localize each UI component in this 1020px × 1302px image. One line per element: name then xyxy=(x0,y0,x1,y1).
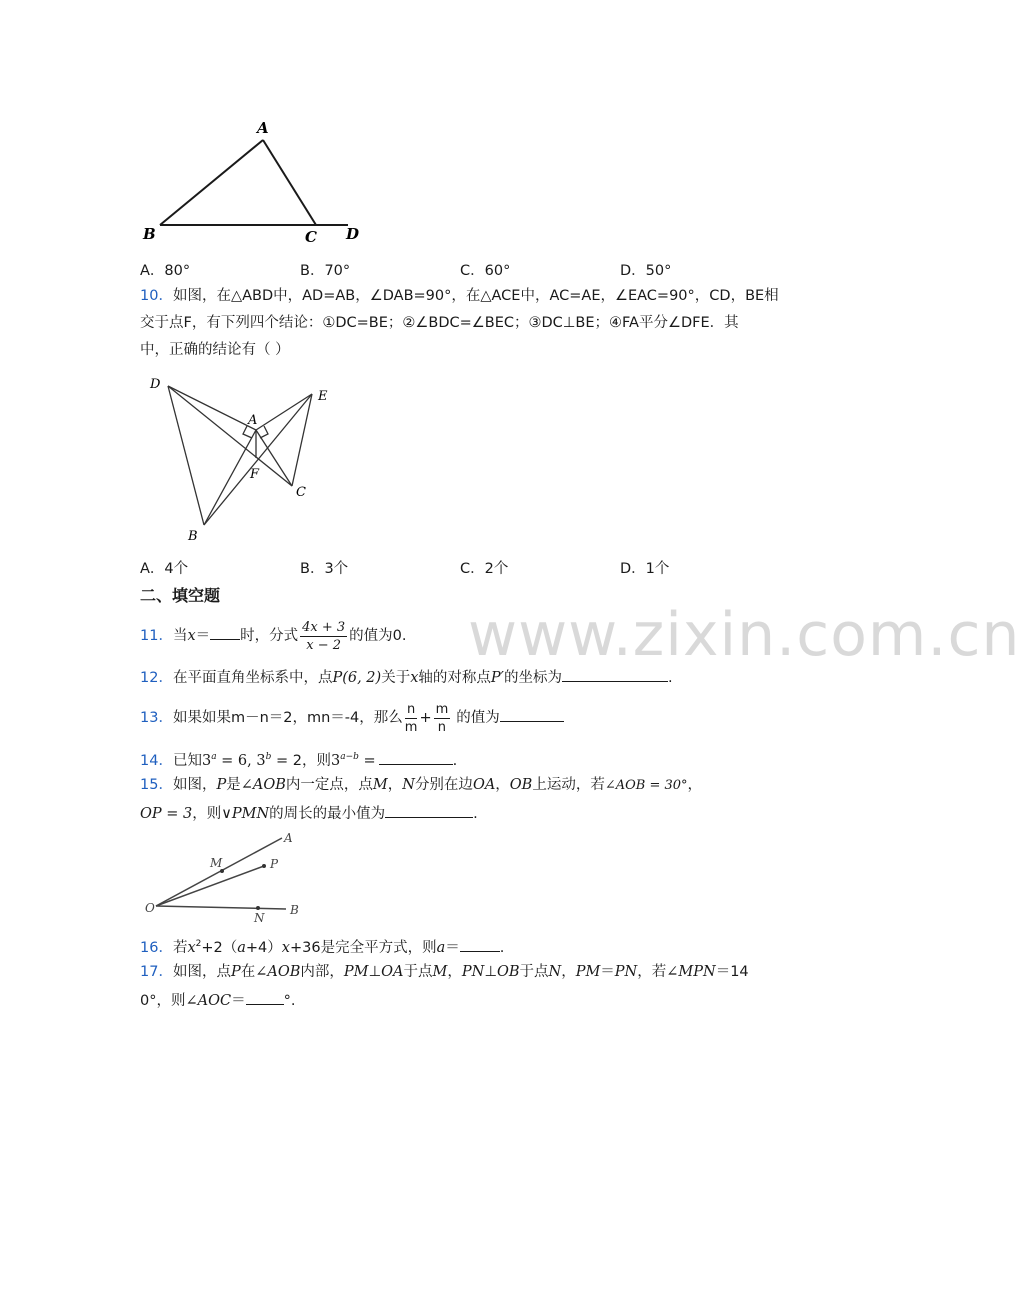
q9-option-d: D．50° xyxy=(620,263,672,279)
q15-aob: ∠AOB xyxy=(240,777,286,793)
q11-eq: ＝ xyxy=(195,628,211,644)
q12-point: P(6, 2) xyxy=(332,670,382,686)
q13-post: 的值为 xyxy=(456,710,500,726)
q12-mid: 关于 xyxy=(381,670,411,686)
q17-t20: ，若 xyxy=(637,964,667,980)
q13-f2-den: n xyxy=(437,719,447,735)
q13-f1-num: n xyxy=(405,701,418,719)
q17-t14: 于点 xyxy=(519,964,549,980)
q17-t21: ∠MPN xyxy=(666,964,716,980)
q15-op: OP = 3 xyxy=(140,806,193,822)
q15-t7: ， xyxy=(687,777,703,793)
q16 xyxy=(140,934,504,958)
q15-M: M xyxy=(372,777,388,793)
q15-N: N xyxy=(402,777,415,793)
q10-option-d: D．1个 xyxy=(620,561,670,577)
q13-f2-num: m xyxy=(435,701,449,717)
q14-text: 已知 xyxy=(172,752,202,769)
figure-angle-aob xyxy=(140,826,320,926)
q9-option-a: A．80° xyxy=(140,263,191,279)
section-title: 二、填空题 xyxy=(140,586,221,605)
label-M: M xyxy=(210,856,223,870)
q15-t4: 分别在边 xyxy=(414,777,473,793)
label-N: N xyxy=(254,911,265,925)
q16-blank[interactable] xyxy=(460,937,500,952)
label-B: B xyxy=(290,903,299,917)
q17-t13: OB xyxy=(496,964,520,980)
q13-text: 如果如果m－n＝2，mn＝-4，那么 xyxy=(172,710,403,726)
q14 xyxy=(140,747,457,771)
q16-a2: a xyxy=(436,939,446,956)
label-C: C xyxy=(305,228,317,246)
q15-l2-t2: 的周长的最小值为 xyxy=(269,806,386,822)
q15-t5: ， xyxy=(495,777,510,793)
label-A: A xyxy=(284,831,293,845)
q10-line3: 中，正确的结论有（ ） xyxy=(140,342,290,358)
q9-option-b: B．70° xyxy=(300,263,351,279)
q17-t7: OA xyxy=(381,964,404,980)
q12-mid2: 轴的对称点 xyxy=(418,670,491,686)
q11-fraction xyxy=(300,619,347,654)
q14-e4: 3 xyxy=(330,752,341,769)
q11-frac-den: x − 2 xyxy=(306,637,342,653)
q17-t22: ＝14 xyxy=(715,964,749,980)
q13-plus: + xyxy=(419,710,432,726)
q17-t6: ⊥ xyxy=(368,964,382,980)
label-A: A xyxy=(248,413,258,428)
q14-e2: = 6, 3 xyxy=(216,752,266,769)
q12-var: x xyxy=(410,670,419,686)
q12-pprime: P′ xyxy=(490,670,504,686)
q12-text: 在平面直角坐标系中，点 xyxy=(172,670,333,686)
q10-text-1: 如图，在△ABD中，AD=AB，∠DAB=90°，在△ACE中，AC=AE，∠EAC=90°，CD，BE相 xyxy=(172,288,779,304)
q11-blank[interactable] xyxy=(210,625,240,640)
label-B: B xyxy=(188,529,198,544)
q15-OA: OA xyxy=(472,777,496,793)
q11-var: x xyxy=(187,628,196,644)
q15-t1: 是 xyxy=(226,777,241,793)
q17-l2-pre: 0°，则 xyxy=(140,993,186,1009)
q15-t0: 如图， xyxy=(172,777,217,793)
q14-e1: 3 xyxy=(201,752,212,769)
q14-end: . xyxy=(452,752,458,769)
q11-number: 11． xyxy=(140,628,173,644)
q10-line2: 交于点F，有下列四个结论：①DC=BE；②∠BDC=∠BEC；③DC⊥BE；④FA平分∠DFE．其 xyxy=(140,315,739,331)
q16-t3: +36是完全平方式，则 xyxy=(289,939,437,956)
q13 xyxy=(140,700,564,736)
q17-t17: PM xyxy=(575,964,601,980)
q10-number: 10． xyxy=(140,288,173,304)
q17-number: 17． xyxy=(140,964,173,980)
q11-text: 当 xyxy=(172,628,188,644)
q17-line1 xyxy=(140,962,749,982)
q10-option-a: A．4个 xyxy=(140,561,189,577)
q12-post: 的坐标为 xyxy=(503,670,562,686)
q13-f1-den: m xyxy=(404,719,418,735)
label-P: P xyxy=(270,857,279,871)
label-O: O xyxy=(145,901,155,915)
q11-mid: 时，分式 xyxy=(240,628,299,644)
label-B: B xyxy=(143,225,156,243)
q17-t12: ⊥ xyxy=(484,964,497,980)
q12-number: 12． xyxy=(140,670,173,686)
figure-triangle-abcd xyxy=(138,115,378,250)
q16-t1: +2（ xyxy=(201,939,238,956)
q17-t18: ＝ xyxy=(600,964,615,980)
q17-line2 xyxy=(140,990,295,1011)
q15-end: . xyxy=(473,806,478,822)
q9-option-c: C．60° xyxy=(460,263,511,279)
q14-e5: = xyxy=(358,752,376,769)
q15-blank[interactable] xyxy=(385,803,473,818)
q15-t3: ， xyxy=(387,777,403,793)
q15-number: 15． xyxy=(140,777,173,793)
q15-line1 xyxy=(140,775,702,796)
q14-e4-sup: a−b xyxy=(340,752,359,762)
q17-t15: N xyxy=(548,964,562,980)
q16-a: a xyxy=(237,939,246,956)
q13-blank[interactable] xyxy=(500,707,564,722)
q15-P: P xyxy=(216,777,227,793)
q15-OB: OB xyxy=(509,777,533,793)
label-C: C xyxy=(296,485,306,500)
figure-quadrilateral-dabce xyxy=(140,370,360,550)
q10-option-b: B．3个 xyxy=(300,561,349,577)
q12-blank[interactable] xyxy=(562,667,668,682)
q17-t1: P xyxy=(230,964,241,980)
q17-blank[interactable] xyxy=(246,990,284,1005)
q11-frac-num: 4x + 3 xyxy=(302,619,346,635)
q17-end: °. xyxy=(283,993,296,1009)
label-D: D xyxy=(346,225,360,243)
q16-t2: +4） xyxy=(245,939,282,956)
q14-number: 14． xyxy=(140,752,173,769)
q16-x: x xyxy=(281,939,290,956)
q15-t6: 上运动，若 xyxy=(532,777,605,793)
q10-line1 xyxy=(140,286,779,306)
q14-blank[interactable] xyxy=(379,750,453,765)
q15-t2: 内一定点，点 xyxy=(285,777,373,793)
watermark: www.zixin.com.cn xyxy=(468,600,1020,670)
q17-eq: ＝ xyxy=(231,993,246,1009)
q17-t3: ∠AOB xyxy=(255,964,301,980)
q13-number: 13． xyxy=(140,710,173,726)
q17-t4: 内部， xyxy=(300,964,344,980)
q17-aoc: ∠AOC xyxy=(185,993,232,1009)
q13-fraction-2 xyxy=(434,701,451,736)
q17-t16: ， xyxy=(561,964,576,980)
q10-option-c: C．2个 xyxy=(460,561,509,577)
q17-t5: PM xyxy=(343,964,369,980)
q16-t4: ＝ xyxy=(445,939,460,956)
label-E: E xyxy=(318,389,328,404)
q14-e1-sup: a xyxy=(211,752,217,762)
q17-t9: M xyxy=(432,964,448,980)
q15-l2-t1: ，则 xyxy=(192,806,222,822)
label-D: D xyxy=(150,377,161,392)
q11 xyxy=(140,618,407,654)
q16-number: 16． xyxy=(140,939,173,956)
q17-t19: PN xyxy=(614,964,638,980)
label-A: A xyxy=(257,119,269,137)
q15-cond: ∠AOB = 30° xyxy=(604,778,688,793)
q15-line2 xyxy=(140,803,478,824)
q11-post: 的值为0. xyxy=(349,628,407,644)
q16-sup: 2 xyxy=(195,939,202,949)
q16-end: . xyxy=(499,939,505,956)
q17-t8: 于点 xyxy=(403,964,433,980)
label-F: F xyxy=(250,467,260,482)
q12 xyxy=(140,667,673,688)
q17-t10: ， xyxy=(447,964,462,980)
q16-x2: x xyxy=(187,939,196,956)
q12-end: . xyxy=(667,670,673,686)
q14-e2-sup: b xyxy=(265,752,272,762)
q13-fraction-1 xyxy=(405,701,418,736)
q17-t11: PN xyxy=(461,964,485,980)
q17-t0: 如图，点 xyxy=(172,964,231,980)
q14-e3: = 2，则 xyxy=(271,752,331,769)
q15-tri: ∨PMN xyxy=(221,806,270,822)
q16-pre: 若 xyxy=(172,939,188,956)
q17-t2: 在 xyxy=(240,964,256,980)
